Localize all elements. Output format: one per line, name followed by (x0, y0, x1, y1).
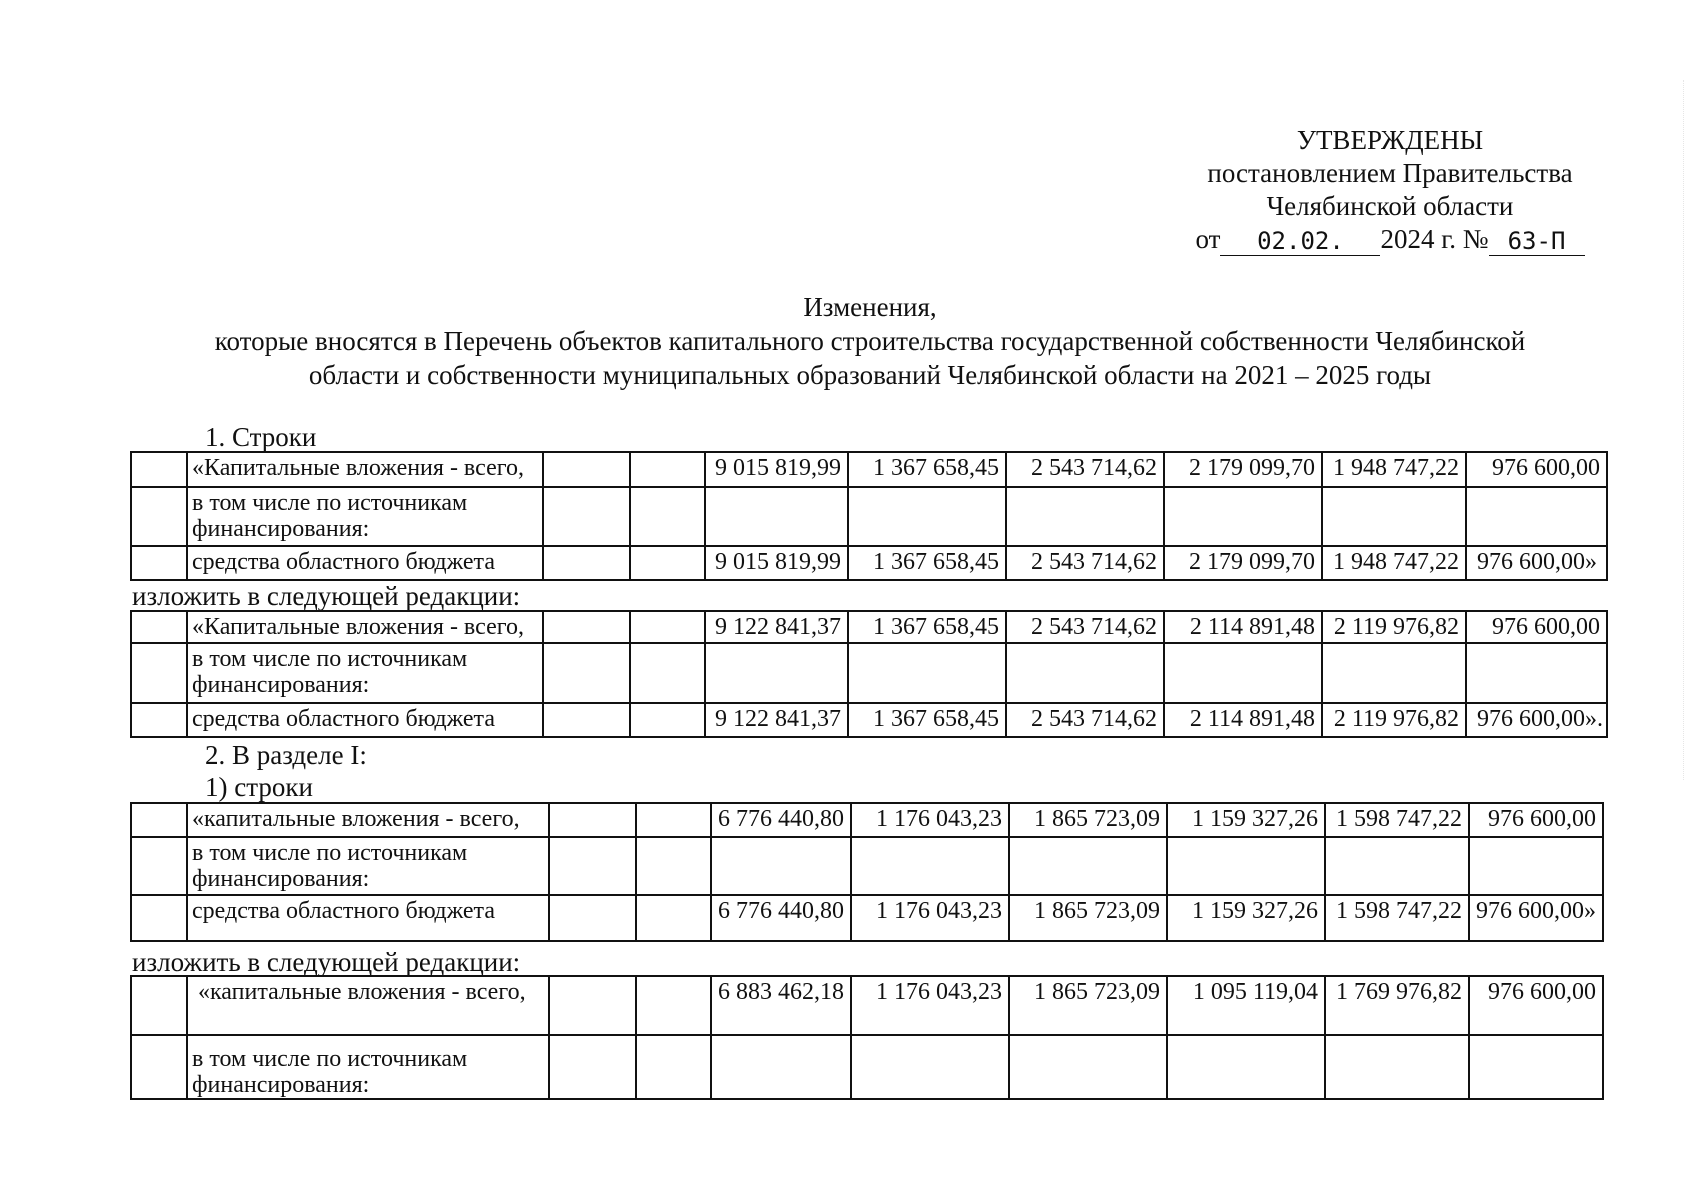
table-4-new-rows (130, 975, 1604, 1100)
value-cell (711, 837, 851, 895)
row-label: средства областного бюджета (187, 546, 543, 580)
value-cell (1167, 1035, 1325, 1099)
value-cell: 1 176 043,23 (851, 895, 1009, 941)
value-cell: 2 179 099,70 (1164, 546, 1322, 580)
value-cell: 976 600,00 (1466, 452, 1607, 487)
value-cell: 6 776 440,80 (711, 803, 851, 837)
row-label: «капитальные вложения - всего, (187, 976, 549, 1035)
approval-date-line (1160, 223, 1620, 256)
table-row (131, 895, 1603, 941)
row-label: «капитальные вложения - всего, (187, 803, 549, 837)
table-1-original-rows (130, 451, 1608, 581)
value-cell: 976 600,00» (1469, 895, 1603, 941)
value-cell: 976 600,00 (1469, 803, 1603, 837)
value-cell: 1 598 747,22 (1325, 803, 1469, 837)
row-label: в том числе по источникам финансирования: (187, 1035, 549, 1099)
value-cell (1006, 487, 1164, 546)
value-cell: 1 367 658,45 (848, 703, 1006, 737)
approval-heading: УТВЕРЖДЕНЫ (1296, 125, 1484, 155)
value-cell: 1 367 658,45 (848, 546, 1006, 580)
approval-line-2: Челябинской области (1266, 191, 1514, 221)
value-cell: 1 865 723,09 (1009, 976, 1167, 1035)
value-cell: 9 015 819,99 (705, 546, 848, 580)
value-cell: 9 122 841,37 (705, 611, 848, 643)
value-cell (1006, 643, 1164, 703)
table-row (131, 803, 1603, 837)
table-row (131, 1035, 1603, 1099)
value-cell (1322, 487, 1466, 546)
value-cell: 1 769 976,82 (1325, 976, 1469, 1035)
row-label: в том числе по источникам финансирования: (187, 837, 549, 895)
section-1-label: 1. Строки (205, 422, 317, 452)
value-cell (1009, 837, 1167, 895)
value-cell: 1 948 747,22 (1322, 546, 1466, 580)
value-cell: 2 179 099,70 (1164, 452, 1322, 487)
approval-year: 2024 г. № (1380, 224, 1489, 254)
value-cell: 2 119 976,82 (1322, 703, 1466, 737)
scan-edge-artifact (1683, 80, 1698, 780)
value-cell (851, 837, 1009, 895)
value-cell: 2 114 891,48 (1164, 611, 1322, 643)
value-cell: 2 119 976,82 (1322, 611, 1466, 643)
value-cell: 976 600,00 (1469, 976, 1603, 1035)
value-cell (848, 487, 1006, 546)
value-cell (705, 487, 848, 546)
value-cell: 2 114 891,48 (1164, 703, 1322, 737)
value-cell (848, 643, 1006, 703)
value-cell (1325, 837, 1469, 895)
value-cell: 6 776 440,80 (711, 895, 851, 941)
value-cell: 1 865 723,09 (1009, 895, 1167, 941)
section-2-sub-label: 1) строки (205, 772, 313, 802)
value-cell: 976 600,00». (1466, 703, 1607, 737)
value-cell (851, 1035, 1009, 1099)
table-row (131, 611, 1607, 643)
approval-date-value: 02.02. (1220, 227, 1380, 256)
value-cell: 1 159 327,26 (1167, 803, 1325, 837)
approval-block (1160, 124, 1620, 256)
value-cell: 1 367 658,45 (848, 611, 1006, 643)
approval-line-1: постановлением Правительства (1207, 158, 1573, 188)
value-cell (1469, 1035, 1603, 1099)
table-2-new-rows (130, 610, 1608, 738)
approval-number-value: 63-П (1489, 227, 1585, 256)
value-cell: 1 159 327,26 (1167, 895, 1325, 941)
row-label: средства областного бюджета (187, 703, 543, 737)
value-cell (1466, 643, 1607, 703)
value-cell: 1 865 723,09 (1009, 803, 1167, 837)
row-label: в том числе по источникам финансирования: (187, 487, 543, 546)
value-cell: 2 543 714,62 (1006, 546, 1164, 580)
approval-from-prefix: от (1195, 224, 1221, 254)
row-label: в том числе по источникам финансирования: (187, 643, 543, 703)
table-row (131, 976, 1603, 1035)
row-label: «Капитальные вложения - всего, (187, 611, 543, 643)
section-2-label: 2. В разделе I: (205, 740, 367, 770)
value-cell (1164, 643, 1322, 703)
value-cell (711, 1035, 851, 1099)
title-line-3: области и собственности муниципальных образований Челябинской области на 2021 – 2025 годы (308, 360, 1432, 390)
value-cell: 976 600,00 (1466, 611, 1607, 643)
document-title (120, 290, 1620, 392)
row-label: средства областного бюджета (187, 895, 549, 941)
row-label: «Капитальные вложения - всего, (187, 452, 543, 487)
value-cell (1164, 487, 1322, 546)
value-cell (1009, 1035, 1167, 1099)
value-cell: 9 015 819,99 (705, 452, 848, 487)
value-cell: 9 122 841,37 (705, 703, 848, 737)
table-row (131, 546, 1607, 580)
value-cell: 1 948 747,22 (1322, 452, 1466, 487)
table-row (131, 643, 1607, 703)
value-cell: 1 176 043,23 (851, 976, 1009, 1035)
value-cell: 2 543 714,62 (1006, 452, 1164, 487)
table-row (131, 703, 1607, 737)
value-cell (1466, 487, 1607, 546)
replace-label-1: изложить в следующей редакции: (132, 581, 521, 611)
value-cell (1167, 837, 1325, 895)
value-cell: 6 883 462,18 (711, 976, 851, 1035)
replace-label-2: изложить в следующей редакции: (132, 947, 521, 977)
value-cell (1325, 1035, 1469, 1099)
table-row (131, 452, 1607, 487)
value-cell (705, 643, 848, 703)
table-row (131, 487, 1607, 546)
value-cell: 1 176 043,23 (851, 803, 1009, 837)
value-cell: 1 095 119,04 (1167, 976, 1325, 1035)
value-cell: 2 543 714,62 (1006, 703, 1164, 737)
title-line-2: которые вносятся в Перечень объектов капитального строительства государственной собственности Челябинской (214, 326, 1526, 356)
value-cell: 1 598 747,22 (1325, 895, 1469, 941)
table-3-original-rows (130, 802, 1604, 942)
value-cell (1469, 837, 1603, 895)
value-cell: 976 600,00» (1466, 546, 1607, 580)
value-cell: 1 367 658,45 (848, 452, 1006, 487)
title-line-1: Изменения, (803, 292, 937, 322)
table-row (131, 837, 1603, 895)
value-cell: 2 543 714,62 (1006, 611, 1164, 643)
value-cell (1322, 643, 1466, 703)
